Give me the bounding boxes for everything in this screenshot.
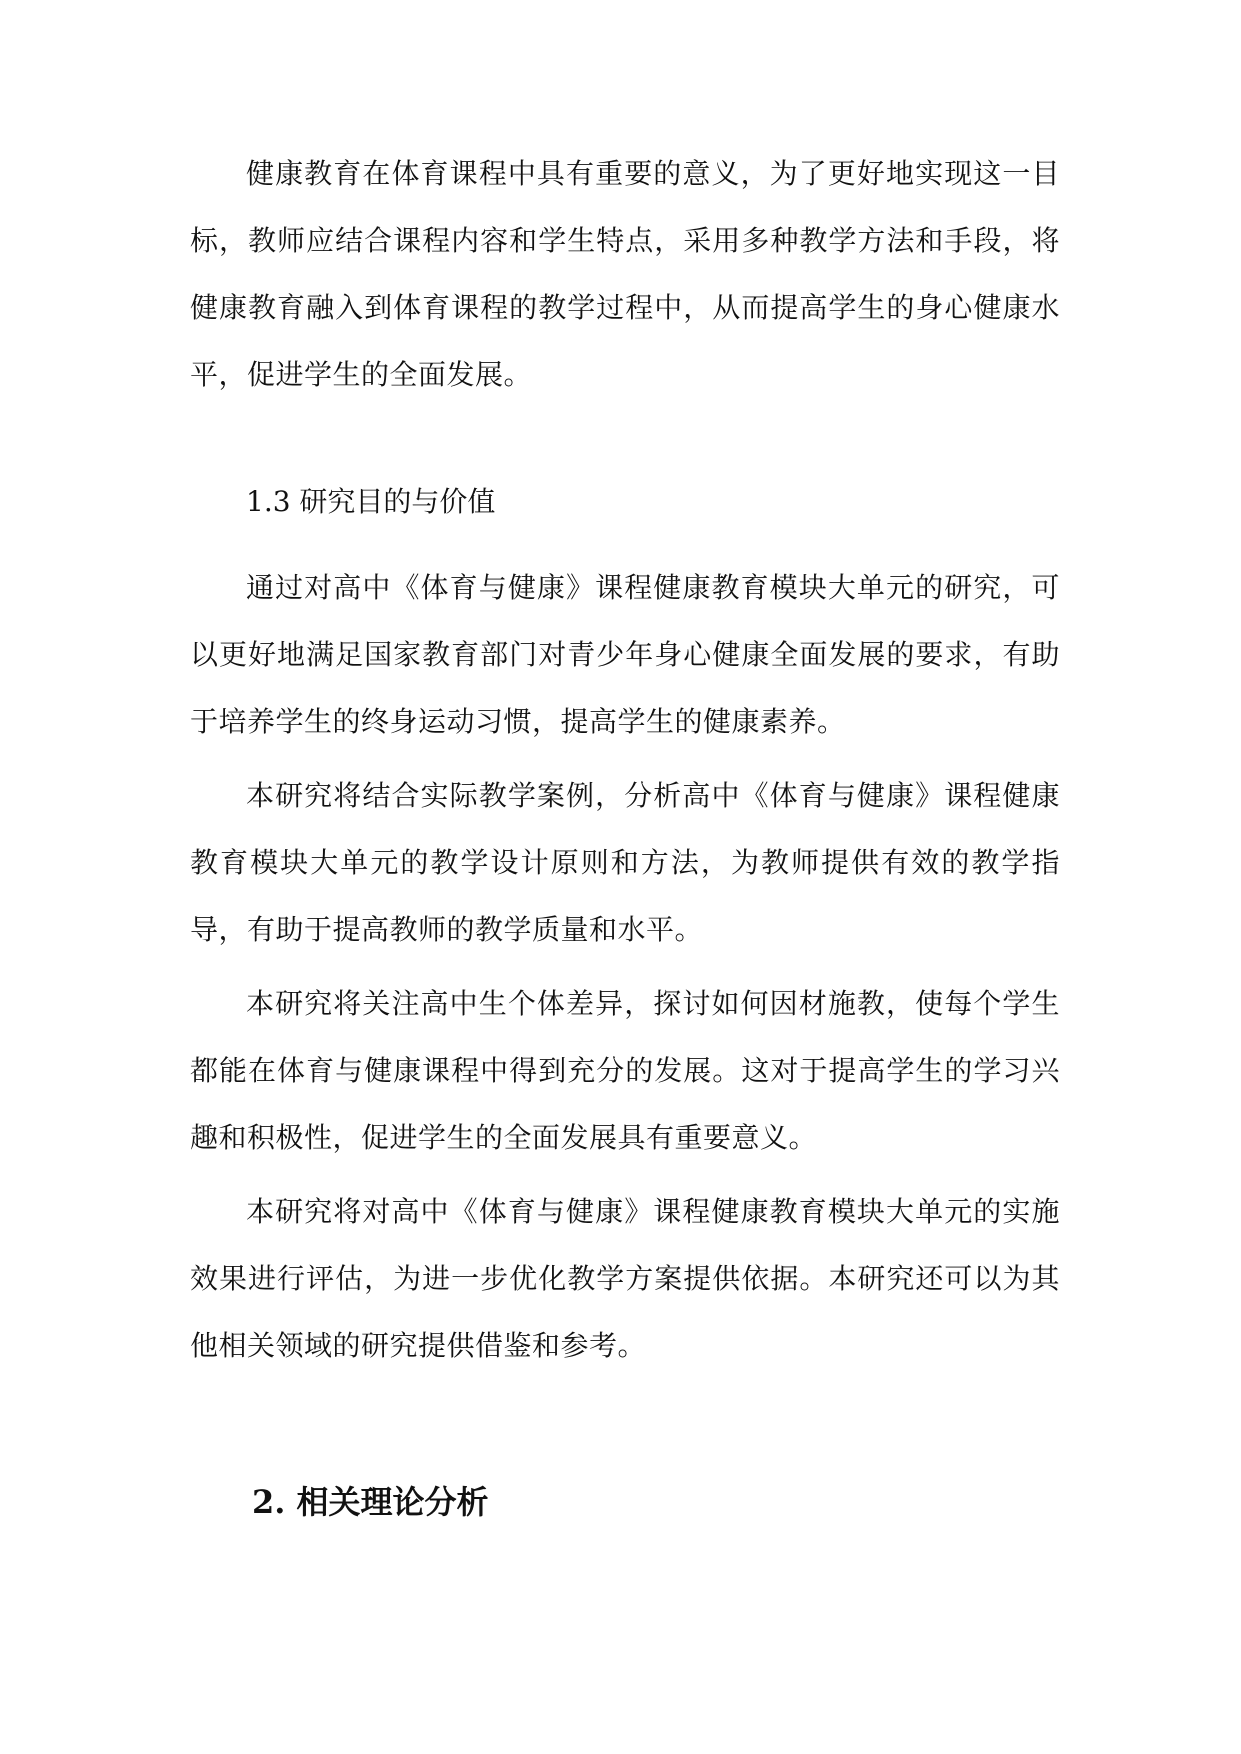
section-1-3-paragraph-3: 本研究将关注高中生个体差异，探讨如何因材施教，使每个学生都能在体育与健康课程中得到充分的发展。这对于提高学生的学习兴趣和积极性，促进学生的全面发展具有重要意义。 [190, 987, 1060, 1154]
section-1-3-paragraph-1: 通过对高中《体育与健康》课程健康教育模块大单元的研究，可以更好地满足国家教育部门对青少年身心健康全面发展的要求，有助于培养学生的终身运动习惯，提高学生的健康素养。 [190, 571, 1060, 738]
intro-paragraph-block [190, 140, 1060, 408]
section-1-3-heading: 1.3 研究目的与价值 [246, 485, 496, 518]
section-1-3-paragraph-4: 本研究将对高中《体育与健康》课程健康教育模块大单元的实施效果进行评估，为进一步优化教学方案提供依据。本研究还可以为其他相关领域的研究提供借鉴和参考。 [190, 1195, 1060, 1362]
section-2-heading: 2. 相关理论分析 [252, 1483, 489, 1521]
section-1-3-paragraph-2: 本研究将结合实际教学案例，分析高中《体育与健康》课程健康教育模块大单元的教学设计原则和方法，为教师提供有效的教学指导，有助于提高教师的教学质量和水平。 [190, 779, 1060, 946]
section-1-3-paragraph-2-block [190, 762, 1060, 963]
intro-paragraph: 健康教育在体育课程中具有重要的意义，为了更好地实现这一目标，教师应结合课程内容和学生特点，采用多种教学方法和手段，将健康教育融入到体育课程的教学过程中，从而提高学生的身心健康水平，促进学生的全面发展。 [190, 157, 1060, 391]
section-1-3-paragraph-1-block [190, 554, 1060, 755]
section-1-3-paragraph-3-block [190, 970, 1060, 1171]
section-1-3-paragraph-4-block [190, 1178, 1060, 1379]
